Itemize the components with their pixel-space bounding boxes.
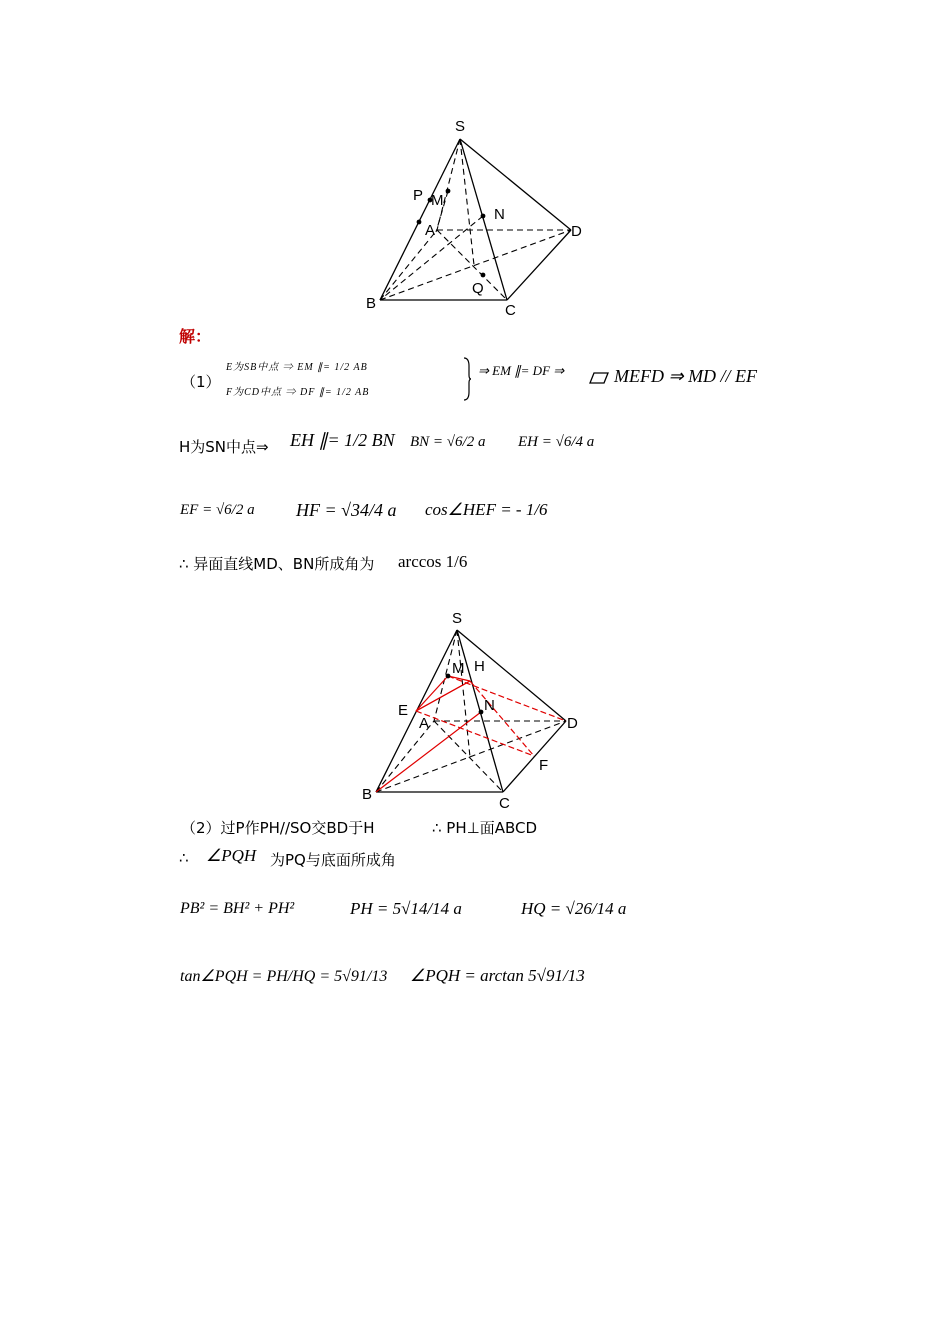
label-C: C (499, 795, 510, 812)
conclusion-md-ef: MEFD ⇒ MD // EF (614, 366, 758, 386)
pythagoras-eq: PB² = BH² + PH² (180, 900, 295, 917)
label-M: M (452, 660, 465, 677)
hf-value: HF = √34/4 a (296, 500, 397, 520)
hq-value: HQ = √26/14 a (521, 899, 627, 918)
therefore-symbol: ∴ (179, 849, 189, 867)
h-midpoint-text: H为SN中点⇒ (179, 438, 269, 456)
edge-SB (380, 139, 460, 300)
label-H: H (474, 658, 485, 675)
implies-em-df: ⇒ EM ∥= DF ⇒ (478, 363, 565, 378)
segment-SO (457, 630, 470, 757)
parallelogram-icon (588, 371, 610, 385)
angle-pqh: ∠PQH (206, 846, 257, 865)
red-EF (416, 711, 534, 756)
cos-hef-value: cos∠HEF = - 1/6 (425, 500, 548, 519)
label-A: A (425, 222, 436, 239)
point-N (479, 710, 484, 715)
label-C: C (505, 302, 516, 319)
point-SB (417, 220, 422, 225)
part2-ph-perp: ∴ PH⊥面ABCD (432, 819, 538, 837)
part2-line1: （2）过P作PH//SO交BD于H (181, 819, 375, 837)
label-Q: Q (472, 280, 484, 297)
label-B: B (366, 295, 377, 312)
label-S: S (452, 610, 463, 627)
tan-pqh-value: tan∠PQH = PH/HQ = 5√91/13 (180, 968, 388, 985)
label-F: F (539, 757, 549, 774)
label-M: M (431, 192, 444, 209)
eh-relation: EH ∥= 1/2 BN (290, 430, 395, 450)
pqh-arctan: ∠PQH = arctan 5√91/13 (410, 966, 585, 985)
brace-line-1: E为SB中点 ⇒ EM ∥= 1/2 AB (226, 362, 368, 373)
label-D: D (567, 715, 578, 732)
edge-CD (507, 230, 571, 300)
ef-value: EF = √6/2 a (180, 502, 255, 518)
ph-value: PH = 5√14/14 a (350, 899, 462, 918)
solution-heading: 解： (179, 327, 212, 346)
pyramid-figure-2 (0, 600, 950, 815)
pyramid-figure-1 (0, 0, 950, 330)
point-N (481, 214, 486, 219)
label-N: N (494, 206, 505, 223)
answer-prefix: ∴ 异面直线MD、BN所成角为 (179, 555, 375, 573)
eh-value: EH = √6/4 a (518, 434, 595, 450)
label-S: S (455, 118, 466, 135)
label-B: B (362, 786, 373, 803)
point-M (446, 674, 451, 679)
part1-number: （1） (181, 373, 221, 391)
label-N: N (484, 697, 495, 714)
label-A: A (419, 715, 430, 732)
point-Q (481, 273, 486, 278)
label-E: E (398, 702, 409, 719)
label-D: D (571, 223, 582, 240)
segment-SO (460, 139, 474, 265)
edge-SA (437, 139, 460, 230)
right-brace-icon (462, 356, 472, 402)
bn-value: BN = √6/2 a (410, 434, 486, 450)
answer-arccos: arccos 1/6 (398, 552, 468, 571)
label-P: P (413, 187, 424, 204)
edge-SD (460, 139, 571, 230)
edge-SD (457, 630, 566, 721)
part2-angle-desc: 为PQ与底面所成角 (270, 851, 396, 869)
brace-line-2: F为CD中点 ⇒ DF ∥= 1/2 AB (226, 387, 370, 398)
point-M (446, 189, 451, 194)
